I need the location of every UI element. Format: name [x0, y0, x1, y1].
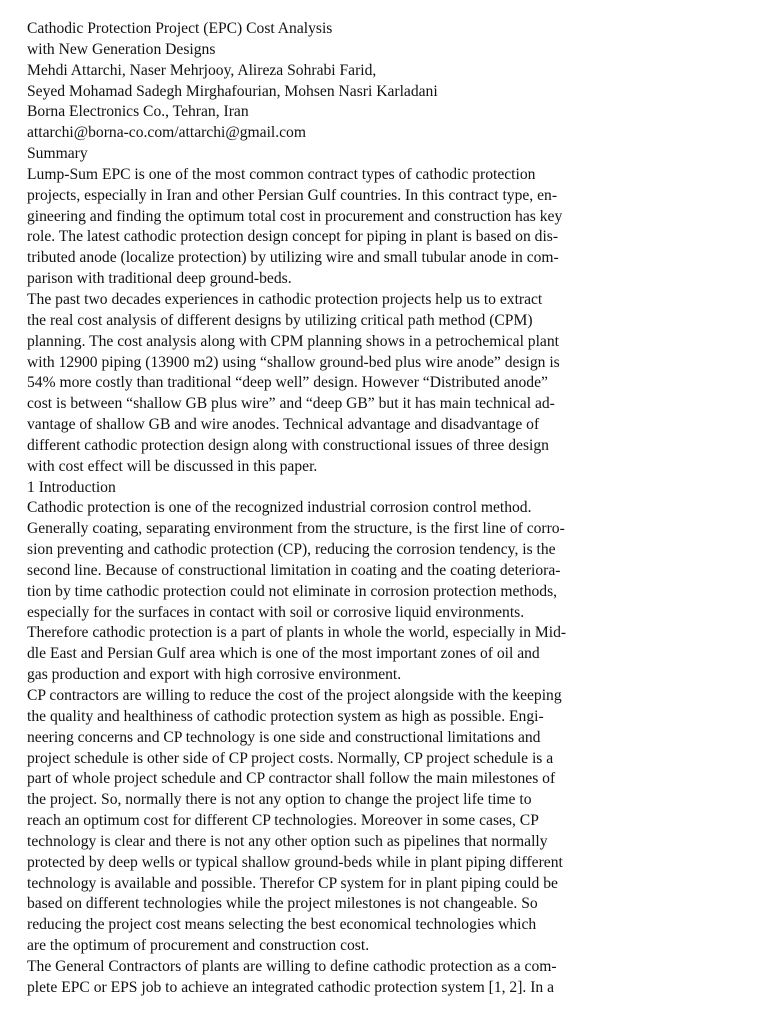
text-line: project schedule is other side of CP project costs. Normally, CP project schedule is a	[27, 749, 554, 767]
text-line: with cost effect will be discussed in this paper.	[27, 457, 318, 475]
text-line: parison with traditional deep ground-beds.	[27, 270, 292, 288]
text-line: second line. Because of constructional limitation in coating and the coating deteriora-	[27, 561, 561, 579]
text-line: Therefore cathodic protection is a part of plants in whole the world, especially in Mid-	[27, 624, 567, 642]
summary-section	[27, 144, 747, 478]
text-line: technology is available and possible. Therefor CP system for in plant piping could be	[27, 874, 558, 892]
section-heading: Summary	[27, 145, 88, 163]
text-line: The past two decades experiences in cathodic protection projects help us to extract	[27, 290, 543, 308]
paragraph	[27, 957, 747, 999]
text-line: are the optimum of procurement and construction cost.	[27, 937, 370, 955]
text-line: tributed anode (localize protection) by utilizing wire and small tubular anode in com-	[27, 249, 559, 267]
paper-title	[27, 19, 747, 61]
author-list	[27, 61, 747, 103]
text-line: tion by time cathodic protection could not eliminate in corrosion protection methods,	[27, 582, 558, 600]
title-line: with New Generation Designs	[27, 40, 216, 58]
text-line: role. The latest cathodic protection design concept for piping in plant is based on dis-	[27, 228, 559, 246]
title-line: Cathodic Protection Project (EPC) Cost Analysis	[27, 20, 333, 37]
text-line: with 12900 piping (13900 m2) using “shallow ground-bed plus wire anode” design is	[27, 353, 560, 371]
text-line: the project. So, normally there is not any option to change the project life time to	[27, 791, 532, 809]
text-line: the quality and healthiness of cathodic protection system as high as possible. Engi-	[27, 707, 544, 725]
introduction-section	[27, 478, 747, 999]
text-line: projects, especially in Iran and other Persian Gulf countries. In this contract type, en-	[27, 186, 558, 204]
text-line: vantage of shallow GB and wire anodes. Technical advantage and disadvantage of	[27, 416, 540, 434]
text-line: different cathodic protection design along with constructional issues of three design	[27, 436, 549, 454]
text-line: neering concerns and CP technology is one side and constructional limitations and	[27, 728, 541, 746]
paper-page	[27, 19, 747, 999]
email-link[interactable]: attarchi@borna-co.com/attarchi@gmail.com	[27, 124, 306, 142]
text-line: plete EPC or EPS job to achieve an integrated cathodic protection system [1, 2]. In a	[27, 978, 555, 996]
section-heading: 1 Introduction	[27, 478, 116, 496]
text-line: technology is clear and there is not any other option such as pipelines that normally	[27, 832, 548, 850]
text-line: Lump-Sum EPC is one of the most common contract types of cathodic protection	[27, 165, 536, 183]
text-line: Cathodic protection is one of the recognized industrial corrosion control method.	[27, 499, 532, 517]
paragraph	[27, 290, 747, 478]
text-line: The General Contractors of plants are willing to define cathodic protection as a com-	[27, 957, 557, 975]
text-line: protected by deep wells or typical shallow ground-beds while in plant piping different	[27, 853, 563, 871]
affiliation: Borna Electronics Co., Tehran, Iran	[27, 103, 249, 121]
text-line: especially for the surfaces in contact with soil or corrosive liquid environments.	[27, 603, 525, 621]
author-line: Mehdi Attarchi, Naser Mehrjooy, Alireza Sohrabi Farid,	[27, 61, 377, 79]
text-line: sion preventing and cathodic protection (CP), reducing the corrosion tendency, is the	[27, 541, 556, 559]
text-line: part of whole project schedule and CP contractor shall follow the main milestones of	[27, 770, 556, 788]
text-line: planning. The cost analysis along with CPM planning shows in a petrochemical plant	[27, 332, 559, 350]
text-line: based on different technologies while the project milestones is not changeable. So	[27, 895, 538, 913]
text-line: Generally coating, separating environment from the structure, is the first line of corro-	[27, 520, 565, 538]
text-line: the real cost analysis of different designs by utilizing critical path method (CPM)	[27, 311, 533, 329]
paragraph	[27, 686, 747, 957]
text-line: gineering and finding the optimum total cost in procurement and construction has key	[27, 207, 563, 225]
text-line: gas production and export with high corrosive environment.	[27, 666, 402, 684]
text-line: dle East and Persian Gulf area which is one of the most important zones of oil and	[27, 645, 540, 663]
text-line: CP contractors are willing to reduce the cost of the project alongside with the keeping	[27, 687, 562, 704]
author-line: Seyed Mohamad Sadegh Mirghafourian, Mohsen Nasri Karladani	[27, 82, 438, 100]
paragraph	[27, 165, 747, 290]
text-line: reducing the project cost means selecting the best economical technologies which	[27, 916, 537, 934]
text-line: 54% more costly than traditional “deep well” design. However “Distributed anode”	[27, 374, 548, 392]
paragraph	[27, 498, 747, 686]
text-line: reach an optimum cost for different CP technologies. Moreover in some cases, CP	[27, 812, 539, 830]
text-line: cost is between “shallow GB plus wire” and “deep GB” but it has main technical ad-	[27, 395, 555, 413]
